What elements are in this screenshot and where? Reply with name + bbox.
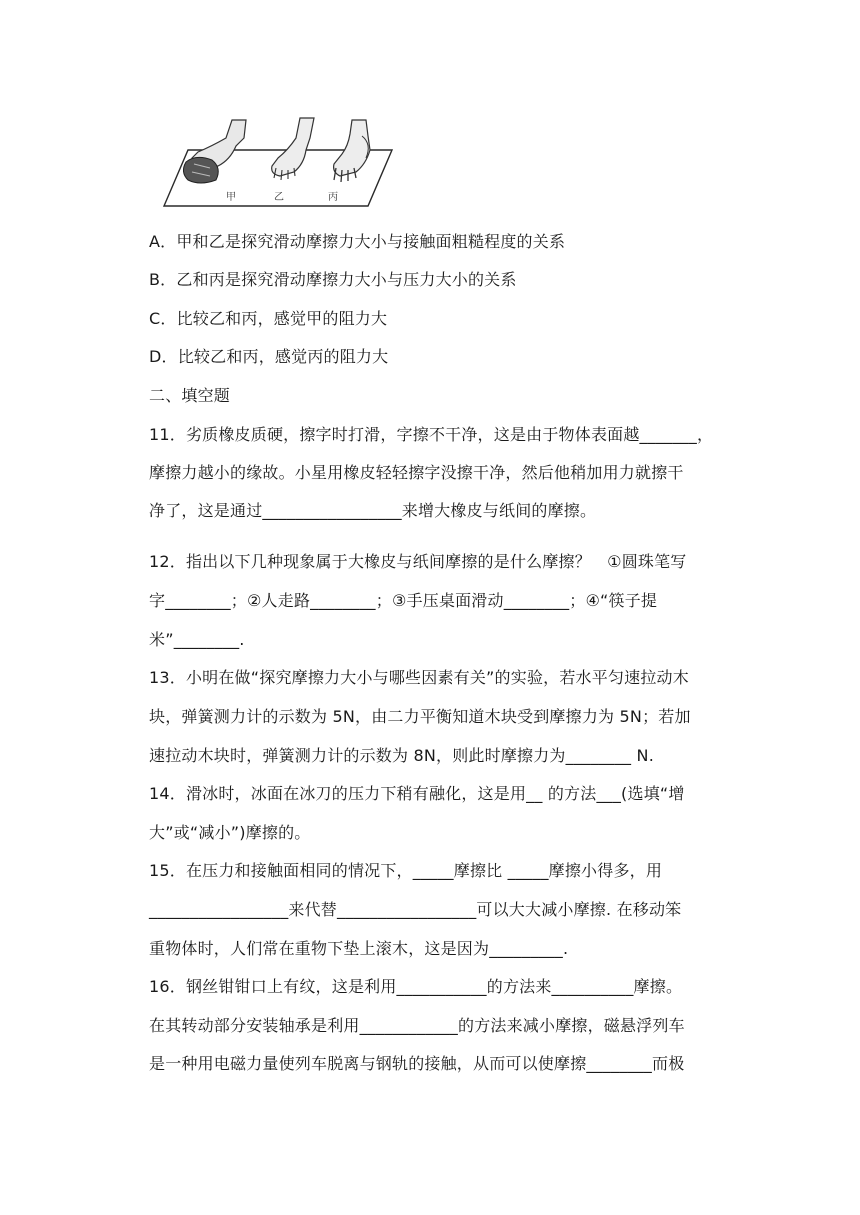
label-yi: 乙 bbox=[274, 192, 284, 203]
option-c: C．比较乙和丙，感觉甲的阻力大 bbox=[149, 309, 388, 328]
friction-hands-illustration bbox=[160, 116, 395, 208]
q11-line-3: 净了，这是通过_________________来增大橡皮与纸间的摩擦。 bbox=[149, 501, 597, 520]
q13-line-1: 13．小明在做“探究摩擦力大小与哪些因素有关”的实验，若水平匀速拉动木 bbox=[149, 668, 689, 687]
q14-line-1: 14．滑冰时，冰面在冰刀的压力下稍有融化，这是用__ 的方法___(选填“增 bbox=[149, 784, 685, 803]
q15-line-3: 重物体时，人们常在重物下垫上滚木，这是因为_________. bbox=[149, 939, 569, 958]
q11-line-2: 摩擦力越小的缘故。小星用橡皮轻轻擦字没擦干净，然后他稍加用力就擦干 bbox=[149, 463, 684, 482]
section-title: 二、填空题 bbox=[149, 386, 231, 405]
q13-line-2: 块，弹簧测力计的示数为 5N，由二力平衡知道木块受到摩擦力为 5N；若加 bbox=[149, 707, 691, 726]
q16-line-2: 在其转动部分安装轴承是利用____________的方法来减小摩擦，磁悬浮列车 bbox=[149, 1016, 685, 1035]
q16-line-1: 16．钢丝钳钳口上有纹，这是利用___________的方法来__________摩擦。 bbox=[149, 977, 683, 996]
q12-line-3: 米”________. bbox=[149, 630, 245, 649]
q12-line-1: 12．指出以下几种现象属于大橡皮与纸间摩擦的是什么摩擦？ ①圆珠笔写 bbox=[149, 552, 687, 571]
label-jia: 甲 bbox=[226, 192, 236, 203]
option-d: D．比较乙和丙，感觉丙的阻力大 bbox=[149, 347, 389, 366]
option-b: B．乙和丙是探究滑动摩擦力大小与压力大小的关系 bbox=[149, 270, 517, 289]
q11-line-1: 11．劣质橡皮质硬，擦字时打滑，字擦不干净，这是由于物体表面越_______， bbox=[149, 425, 714, 444]
q12-line-2: 字________；②人走路________；③手压桌面滑动________；④“筷子提 bbox=[149, 591, 658, 610]
q16-line-3: 是一种用电磁力量使列车脱离与钢轨的接触，从而可以使摩擦________而极 bbox=[149, 1054, 685, 1073]
q15-line-2: _________________来代替_________________可以大大减小摩擦. 在移动笨 bbox=[149, 900, 682, 919]
q13-line-3: 速拉动木块时，弹簧测力计的示数为 8N，则此时摩擦力为________ N. bbox=[149, 746, 654, 765]
q14-line-2: 大”或“减小”)摩擦的。 bbox=[149, 823, 311, 842]
label-bing: 丙 bbox=[328, 192, 338, 203]
option-a: A．甲和乙是探究滑动摩擦力大小与接触面粗糙程度的关系 bbox=[149, 232, 566, 251]
q15-line-1: 15．在压力和接触面相同的情况下，_____摩擦比 _____摩擦小得多，用 bbox=[149, 861, 663, 880]
